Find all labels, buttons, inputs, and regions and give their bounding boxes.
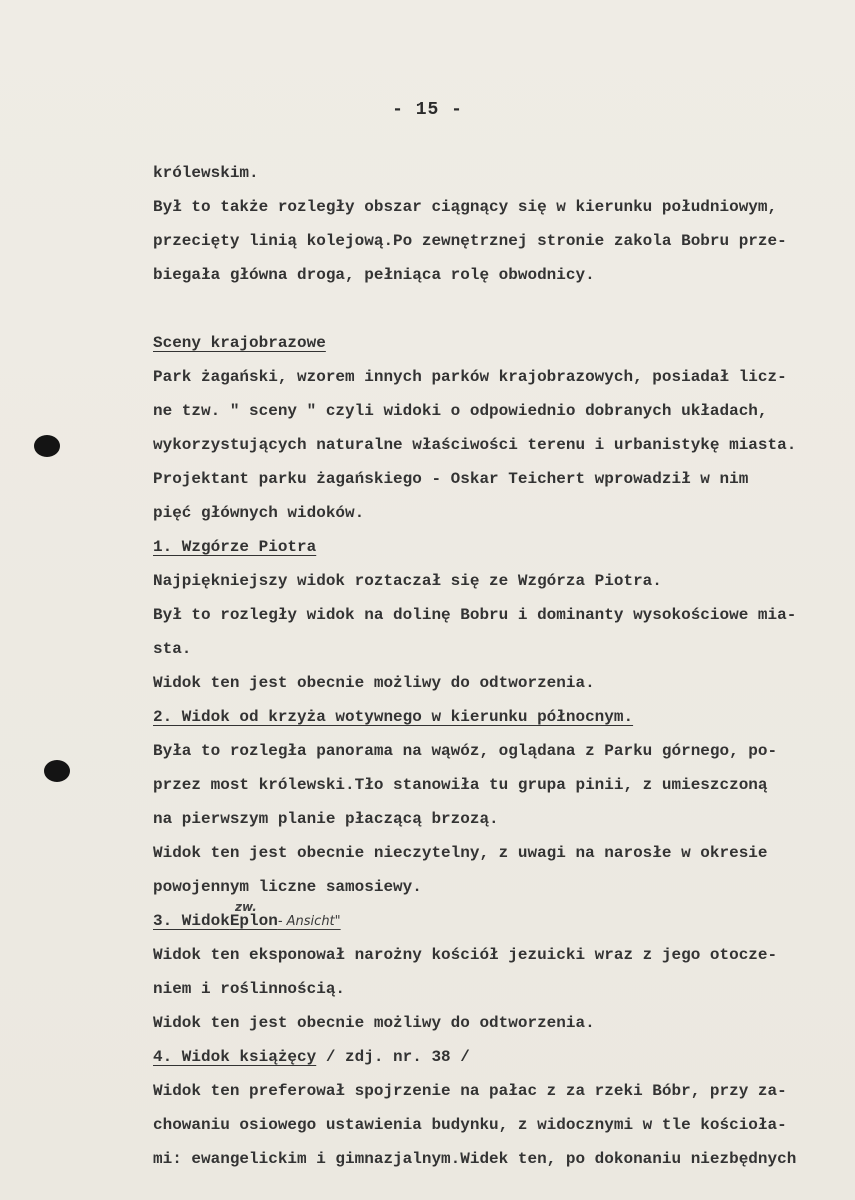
text-line: Był to także rozległy obszar ciągnący się w kierunku południowym, [153,198,778,216]
view-4-text [153,1074,843,1176]
view-3-heading [153,904,843,938]
text-line: na pierwszym planie płaczącą brzozą. [153,810,499,828]
text-line: powojennym liczne samosiewy. [153,878,422,896]
text-line: Najpiękniejszy widok roztaczał się ze Wzgórza Piotra. [153,572,662,590]
text-line: biegała główna droga, pełniąca rolę obwodnicy. [153,266,595,284]
punch-hole [44,760,70,782]
view-1-text [153,564,843,700]
text-line: Park żagański, wzorem innych parków krajobrazowych, posiadał licz- [153,368,787,386]
paragraph-scenes-intro [153,360,843,530]
page-number: - 15 - [392,100,463,120]
text-line: pięć głównych widoków. [153,504,365,522]
section-heading: Sceny krajobrazowe [153,334,326,352]
view-4-heading [153,1040,843,1074]
text-line: niem i roślinnością. [153,980,346,998]
text-line: Widok ten eksponował narożny kościół jezuicki wraz z jego otocze- [153,946,778,964]
text-line: wykorzystujących naturalne właściwości terenu i urbanistykę miasta. [153,436,797,454]
view-3-handwritten-annotation: - Ansicht" [277,914,341,929]
text-line: ne tzw. " sceny " czyli widoki o odpowiednio dobranych układach, [153,402,768,420]
text-line: przecięty linią kolejową.Po zewnętrznej stronie zakola Bobru prze- [153,232,787,250]
view-1-heading: 1. Wzgórze Piotra [153,538,317,556]
text-line: Widok ten jest obecnie możliwy do odtworzenia. [153,674,595,692]
text-line: Widok ten jest obecnie nieczytelny, z uwagi na narosłe w okresie [153,844,768,862]
text-line: sta. [153,640,192,658]
view-3-text [153,938,843,1040]
text-line: Projektant parku żagańskiego - Oskar Teichert wprowadził w nim [153,470,749,488]
punch-hole [34,435,60,457]
text-line: Była to rozległa panorama na wąwóz, oglądana z Parku górnego, po- [153,742,778,760]
text-line: przez most królewski.Tło stanowiła tu grupa pinii, z umieszczoną [153,776,768,794]
text-line: Widok ten preferował spojrzenie na pałac z za rzeki Bóbr, przy za- [153,1082,787,1100]
text-line: Widok ten jest obecnie możliwy do odtworzenia. [153,1014,595,1032]
view-3-handwritten-insert: zw. [235,904,257,914]
view-4-heading-photo-ref: / zdj. nr. 38 / [316,1048,470,1066]
view-4-heading-title: 4. Widok książęcy [153,1048,317,1066]
view-2-text [153,734,843,904]
view-3-heading-prefix: 3. Widok [153,912,230,930]
text-line: mi: ewangelickim i gimnazjalnym.Widek ten, po dokonaniu niezbędnych [153,1150,797,1168]
paragraph-intro-continuation [153,156,843,292]
text-line: Był to rozległy widok na dolinę Bobru i dominanty wysokościowe mia- [153,606,797,624]
text-line: królewskim. [153,164,259,182]
text-line: chowaniu osiowego ustawienia budynku, z widocznymi w tle kościoła- [153,1116,787,1134]
document-body [153,156,843,1176]
view-2-heading: 2. Widok od krzyża wotywnego w kierunku północnym. [153,708,634,726]
view-3-heading-word: Eplon [229,912,278,930]
